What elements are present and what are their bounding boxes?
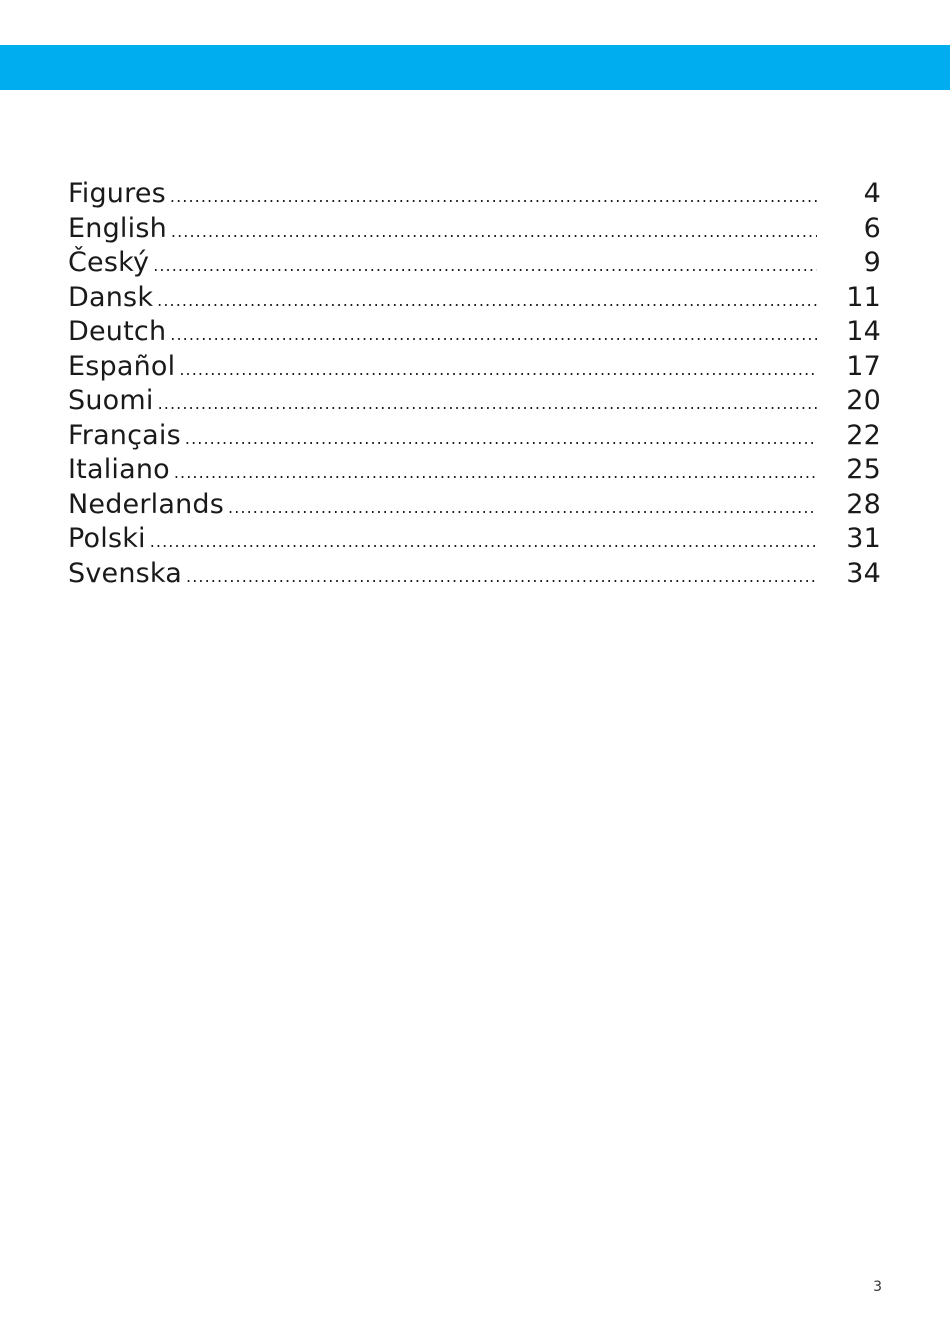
- toc-entry-francais[interactable]: [68, 419, 881, 454]
- toc-entry-title: Nederlands: [68, 488, 225, 520]
- dot-leader: [158, 387, 817, 422]
- toc-entry-title: Polski: [68, 523, 146, 554]
- dot-leader: [157, 284, 817, 319]
- page-number: 3: [873, 1279, 882, 1295]
- toc-entry-page: 28: [846, 488, 881, 520]
- toc-entry-italiano[interactable]: [68, 453, 881, 488]
- dot-leader: [228, 491, 817, 526]
- toc-entry-page: 14: [846, 316, 881, 347]
- toc-entry-cesky[interactable]: [68, 246, 881, 281]
- toc-entry-title: English: [68, 212, 167, 244]
- toc-entry-title: Français: [68, 419, 181, 451]
- toc-entry-page: 6: [863, 212, 881, 244]
- dot-leader: [171, 215, 817, 250]
- toc-entry-title: Suomi: [68, 385, 154, 416]
- dot-leader: [153, 249, 817, 284]
- toc-entry-nederlands[interactable]: [68, 488, 881, 523]
- dot-leader: [186, 560, 817, 595]
- toc-entry-page: 22: [846, 419, 881, 451]
- toc-entry-title: Italiano: [68, 454, 170, 485]
- toc-entry-english[interactable]: [68, 212, 881, 247]
- toc-entry-deutch[interactable]: [68, 315, 881, 350]
- toc-entry-title: Figures: [68, 178, 166, 209]
- toc-entry-page: 11: [846, 281, 881, 313]
- toc-entry-polski[interactable]: [68, 522, 881, 557]
- toc-entry-title: Español: [68, 350, 176, 382]
- toc-entry-page: 17: [846, 350, 881, 382]
- toc-entry-suomi[interactable]: [68, 384, 881, 419]
- toc-entry-page: 9: [863, 247, 881, 278]
- toc-entry-title: Dansk: [68, 281, 154, 313]
- toc-entry-page: 25: [846, 454, 881, 485]
- toc-entry-espanol[interactable]: [68, 350, 881, 385]
- toc-entry-svenska[interactable]: [68, 557, 881, 592]
- toc-entry-page: 31: [846, 523, 881, 554]
- table-of-contents: [68, 177, 881, 591]
- header-band: [0, 45, 950, 90]
- toc-entry-title: Svenska: [68, 557, 183, 589]
- toc-entry-page: 4: [863, 178, 881, 209]
- dot-leader: [150, 525, 817, 560]
- dot-leader: [185, 422, 817, 457]
- toc-entry-page: 20: [846, 385, 881, 416]
- dot-leader: [170, 318, 817, 353]
- dot-leader: [179, 353, 817, 388]
- dot-leader: [174, 456, 817, 491]
- toc-entry-title: Deutch: [68, 316, 167, 347]
- toc-entry-figures[interactable]: [68, 177, 881, 212]
- dot-leader: [170, 180, 817, 215]
- toc-entry-title: Český: [68, 247, 150, 278]
- toc-entry-page: 34: [846, 557, 881, 589]
- toc-entry-dansk[interactable]: [68, 281, 881, 316]
